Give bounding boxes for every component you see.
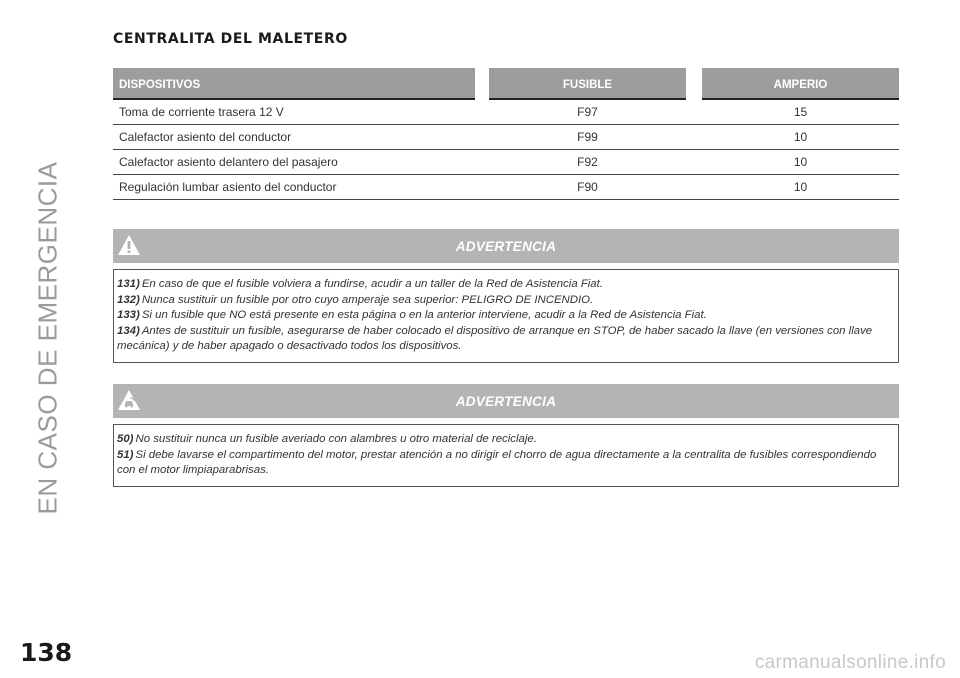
table-row <box>113 100 899 125</box>
cell-device: Calefactor asiento delantero del pasajero <box>119 155 338 169</box>
table-row <box>113 125 899 150</box>
warning-title: ADVERTENCIA <box>455 238 557 254</box>
table-header <box>113 68 899 100</box>
note-text: No sustituir nunca un fusible averiado con alambres u otro material de reciclaje. <box>135 433 537 445</box>
cell-fuse: F90 <box>577 180 598 194</box>
note-number: 134) <box>117 324 140 337</box>
warning-header <box>113 229 899 263</box>
cell-ampere: 10 <box>793 155 808 169</box>
chapter-side-title: EN CASO DE EMERGENCIA <box>32 161 63 515</box>
table-row <box>113 175 899 200</box>
cell-device: Regulación lumbar asiento del conductor <box>119 180 337 194</box>
note-number: 132) <box>117 293 140 306</box>
note-text: Antes de sustituir un fusible, asegurarse de haber colocado el dispositivo de arranque en STOP, de haber sacado la llave (en versiones con llave mecánica) y de haber apagado o desactivado todos los dispositivos. <box>117 324 873 352</box>
cell-fuse: F99 <box>577 130 598 144</box>
column-header-devices: DISPOSITIVOS <box>113 68 475 100</box>
warning-note <box>117 448 896 479</box>
column-header-ampere: AMPERIO <box>702 68 899 100</box>
note-text: Si debe lavarse el compartimento del motor, prestar atención a no dirigir el chorro de agua directamente a la centralita de fusibles correspondiendo con el motor limpiaparabrisas. <box>117 448 877 476</box>
note-number: 133) <box>117 309 140 321</box>
cell-ampere: 10 <box>793 130 808 144</box>
warning-box-fuses <box>113 229 899 363</box>
warning-note <box>117 432 896 448</box>
note-number: 131) <box>117 278 140 290</box>
warning-box-environment <box>113 384 899 487</box>
section-title: CENTRALITA DEL MALETERO <box>113 31 348 47</box>
table-row <box>113 150 899 175</box>
watermark: carmanualsonline.info <box>754 652 946 673</box>
cell-device: Calefactor asiento del conductor <box>119 130 292 144</box>
cell-device: Toma de corriente trasera 12 V <box>119 105 284 119</box>
warning-body <box>113 424 899 487</box>
warning-triangle-icon <box>117 233 141 257</box>
fuse-table <box>113 68 899 200</box>
note-text: En caso de que el fusible volviera a fundirse, acudir a un taller de la Red de Asistencia Fiat. <box>141 278 603 290</box>
cell-ampere: 10 <box>793 180 808 194</box>
note-number: 51) <box>117 448 134 461</box>
warning-body <box>113 269 899 363</box>
environment-car-icon <box>117 388 141 412</box>
warning-note <box>117 308 896 324</box>
cell-ampere: 15 <box>793 105 808 119</box>
warning-header <box>113 384 899 418</box>
cell-fuse: F97 <box>577 105 598 119</box>
column-header-fuse: FUSIBLE <box>489 68 686 100</box>
warning-note <box>117 324 896 355</box>
note-text: Nunca sustituir un fusible por otro cuyo amperaje sea superior: PELIGRO DE INCENDIO. <box>141 293 594 306</box>
warning-title: ADVERTENCIA <box>455 393 557 409</box>
cell-fuse: F92 <box>577 155 598 169</box>
note-text: Si un fusible que NO está presente en esta página o en la anterior interviene, acudir a la Red de Asistencia Fiat. <box>141 309 707 321</box>
warning-note <box>117 293 896 309</box>
warning-note <box>117 277 896 293</box>
page-number: 138 <box>20 638 73 667</box>
note-number: 50) <box>117 433 134 445</box>
